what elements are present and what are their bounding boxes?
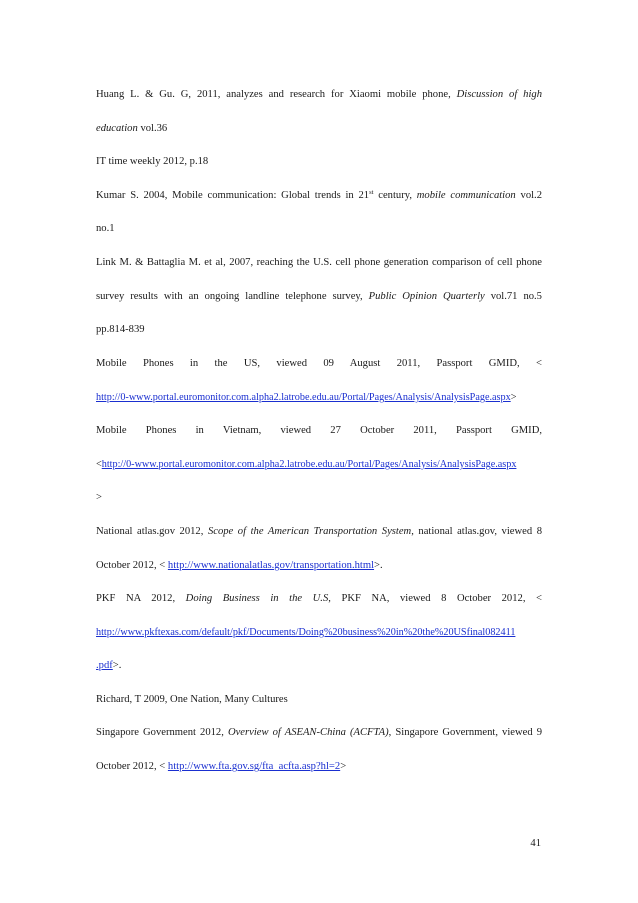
page-number: 41 xyxy=(530,838,541,849)
reference-huang-line-1: Huang L. & Gu. G, 2011, analyzes and research for Xiaomi mobile phone, Discussion of high xyxy=(96,89,542,100)
reference-it-time-weekly: IT time weekly 2012, p.18 xyxy=(96,156,209,167)
reference-mobile-vietnam-line-2: <http://0-www.portal.euromonitor.com.alpha2.latrobe.edu.au/Portal/Pages/Analysis/AnalysisPage.aspx xyxy=(96,459,517,470)
report-title: Doing Business in the U.S xyxy=(185,593,329,604)
superscript: st xyxy=(369,189,374,196)
nationalatlas-link[interactable]: http://www.nationalatlas.gov/transportation.html xyxy=(167,560,375,571)
journal-title: Discussion of high xyxy=(456,89,542,100)
euromonitor-link[interactable]: http://0-www.portal.euromonitor.com.alpha2.latrobe.edu.au/Portal/Pages/Analysis/AnalysisPage.aspx xyxy=(96,392,511,403)
report-title: Overview of ASEAN-China (ACFTA) xyxy=(227,727,389,738)
reference-pkf-line-3: .pdf>. xyxy=(96,660,122,671)
reference-mobile-us-line-1: Mobile Phones in the US, viewed 09 August 2011, Passport GMID, < xyxy=(96,358,542,369)
reference-singapore-line-2: October 2012, < http://www.fta.gov.sg/fta_acfta.asp?hl=2> xyxy=(96,761,347,772)
journal-title: Public Opinion Quarterly xyxy=(368,291,485,302)
reference-pkf-line-1: PKF NA 2012, Doing Business in the U.S, PKF NA, viewed 8 October 2012, < xyxy=(96,593,542,604)
pkftexas-link-end[interactable]: .pdf xyxy=(96,660,113,671)
pkftexas-link[interactable]: http://www.pkftexas.com/default/pkf/Documents/Doing%20business%20in%20the%20USfinal082411 xyxy=(96,627,516,638)
reference-kumar-line-1: Kumar S. 2004, Mobile communication: Global trends in 21st century, mobile communication vol.2 xyxy=(96,189,542,201)
reference-mobile-vietnam-line-1: Mobile Phones in Vietnam, viewed 27 October 2011, Passport GMID, xyxy=(96,425,542,436)
euromonitor-link[interactable]: http://0-www.portal.euromonitor.com.alpha2.latrobe.edu.au/Portal/Pages/Analysis/AnalysisPage.aspx xyxy=(101,459,517,470)
journal-title: mobile communication xyxy=(416,190,516,201)
reference-kumar-line-2: no.1 xyxy=(96,223,115,234)
journal-title: education xyxy=(96,123,138,134)
reference-mobile-vietnam-line-3: > xyxy=(96,492,102,503)
reference-link-line-3: pp.814-839 xyxy=(96,324,145,335)
reference-link-line-1: Link M. & Battaglia M. et al, 2007, reaching the U.S. cell phone generation comparison of cell phone xyxy=(96,257,542,268)
reference-richard: Richard, T 2009, One Nation, Many Cultures xyxy=(96,694,288,705)
fta-link[interactable]: http://www.fta.gov.sg/fta_acfta.asp?hl=2 xyxy=(167,761,341,772)
reference-mobile-us-line-2: http://0-www.portal.euromonitor.com.alpha2.latrobe.edu.au/Portal/Pages/Analysis/AnalysisPage.aspx> xyxy=(96,392,517,403)
reference-link-line-2: survey results with an ongoing landline telephone survey, Public Opinion Quarterly vol.71 no.5 xyxy=(96,291,542,302)
reference-national-atlas-line-1: National atlas.gov 2012, Scope of the American Transportation System, national atlas.gov, viewed 8 xyxy=(96,526,542,537)
report-title: Scope of the American Transportation System xyxy=(207,526,412,537)
reference-pkf-line-2 xyxy=(96,626,542,639)
reference-singapore-line-1: Singapore Government 2012, Overview of ASEAN-China (ACFTA), Singapore Government, viewed 9 xyxy=(96,727,542,738)
reference-huang-line-2: education vol.36 xyxy=(96,123,168,134)
reference-national-atlas-line-2: October 2012, < http://www.nationalatlas.gov/transportation.html>. xyxy=(96,560,383,571)
